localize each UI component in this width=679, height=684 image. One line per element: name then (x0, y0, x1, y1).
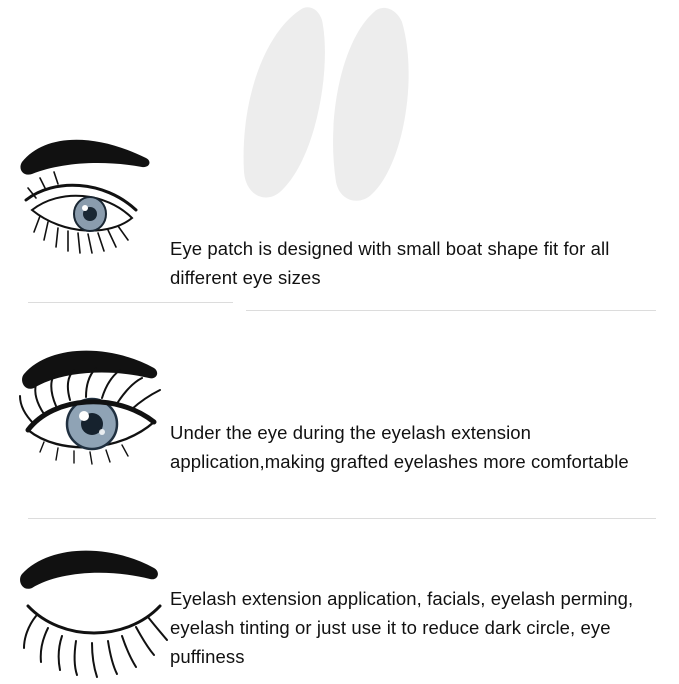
open-eye-illustration (14, 330, 174, 480)
divider-1a (28, 302, 233, 303)
closed-eye-side-view-illustration (14, 118, 174, 268)
closed-eye-side-view-icon (14, 118, 174, 268)
feature-caption-2: Under the eye during the eyelash extension application,making grafted eyelashes more comfortable (170, 422, 629, 472)
feature-caption-3: Eyelash extension application, facials, eyelash perming, eyelash tinting or just use it to reduce dark circle, eye puffiness (170, 588, 634, 667)
closed-eye-with-lashes-icon (14, 534, 174, 684)
feature-block-3 (0, 534, 679, 679)
open-eye-with-lashes-icon (14, 330, 174, 480)
feature-block-2 (0, 330, 679, 520)
divider-1b (246, 310, 656, 311)
divider-2 (28, 518, 656, 519)
feature-caption-1: Eye patch is designed with small boat shape fit for all different eye sizes (170, 238, 610, 288)
closed-eye-illustration (14, 534, 174, 684)
feature-block-1 (0, 118, 679, 308)
